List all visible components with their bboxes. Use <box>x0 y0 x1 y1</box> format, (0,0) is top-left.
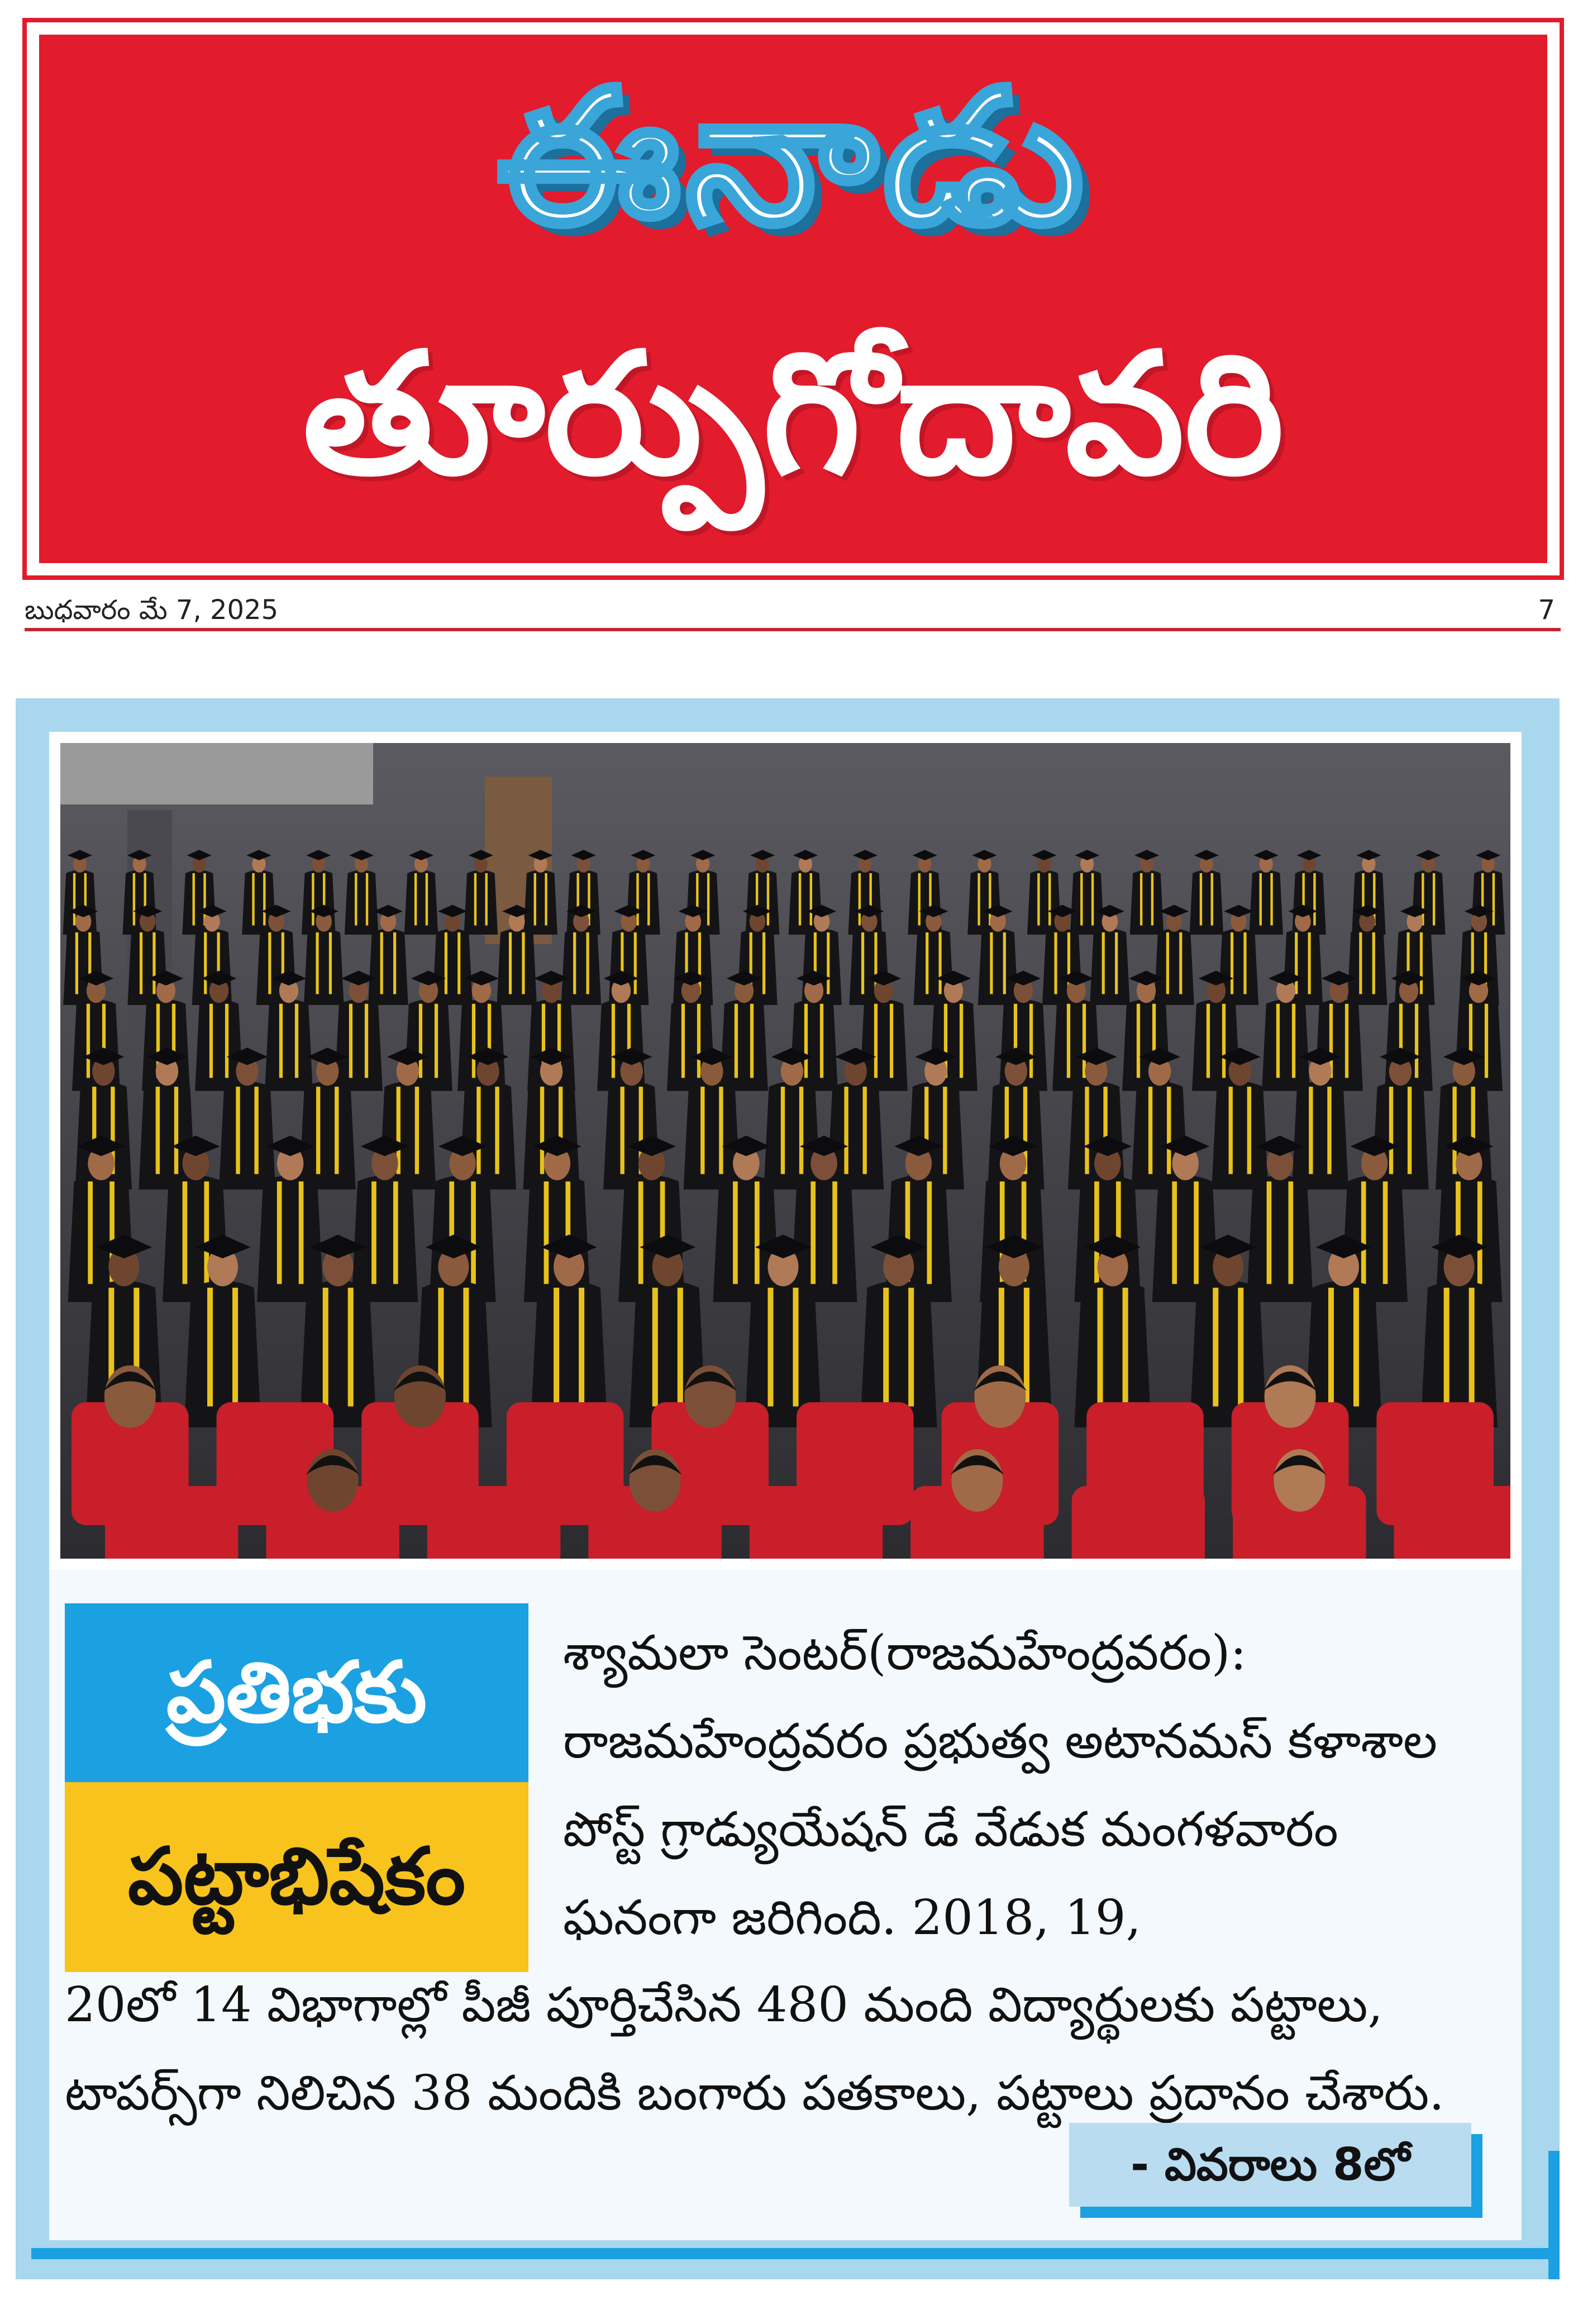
auditorium-seat <box>1394 1486 1510 1559</box>
page-number: 7 <box>1538 594 1555 626</box>
story-text-area <box>49 1570 1522 2240</box>
masthead <box>22 18 1564 580</box>
dateline <box>25 592 1561 631</box>
newspaper-logo: ఈనాడు <box>497 50 1089 265</box>
news-story <box>16 698 1560 2279</box>
auditorium-seat <box>750 1486 883 1559</box>
auditorium-seat <box>427 1486 560 1559</box>
story-body-continued: 20లో 14 విభాగాల్లో పీజీ పూర్తిచేసిన 480 మంది విద్యార్థులకు పట్టాలు, టాపర్స్‌గా నిలిచిన 38 మందికి బంగారు పతకాలు, పట్టాలు ప్రదానం చేశారు. <box>65 1977 1444 2121</box>
headline-line-1: ప్రతిభకు <box>65 1603 528 1782</box>
graduation-photo <box>60 743 1510 1559</box>
headline-line-2: పట్టాభిషేకం <box>65 1782 528 1972</box>
publication-date: బుధవారం మే 7, 2025 <box>25 594 279 626</box>
auditorium-seat <box>1072 1486 1205 1559</box>
edition-name: తూర్పుగోదావరి <box>302 317 1284 512</box>
story-side-rule <box>1548 2151 1560 2279</box>
story-panel <box>49 732 1522 2240</box>
story-body-intro: శ్యామలా సెంటర్(రాజమహేంద్రవరం): రాజమహేంద్రవరం ప్రభుత్వ అటానమస్ కళాశాల పోస్ట్ గ్రాడ్యుయేషన్ డే వేడుక మంగళవారం ఘనంగా జరిగింది. 2018, 19, <box>563 1625 1438 1946</box>
graduates-audience-illustration <box>60 743 1510 1559</box>
continued-on-page-8: - వివరాలు 8లో <box>1069 2123 1471 2207</box>
masthead-banner <box>39 35 1547 563</box>
auditorium-seat <box>105 1486 238 1559</box>
story-bottom-rule <box>31 2248 1560 2259</box>
